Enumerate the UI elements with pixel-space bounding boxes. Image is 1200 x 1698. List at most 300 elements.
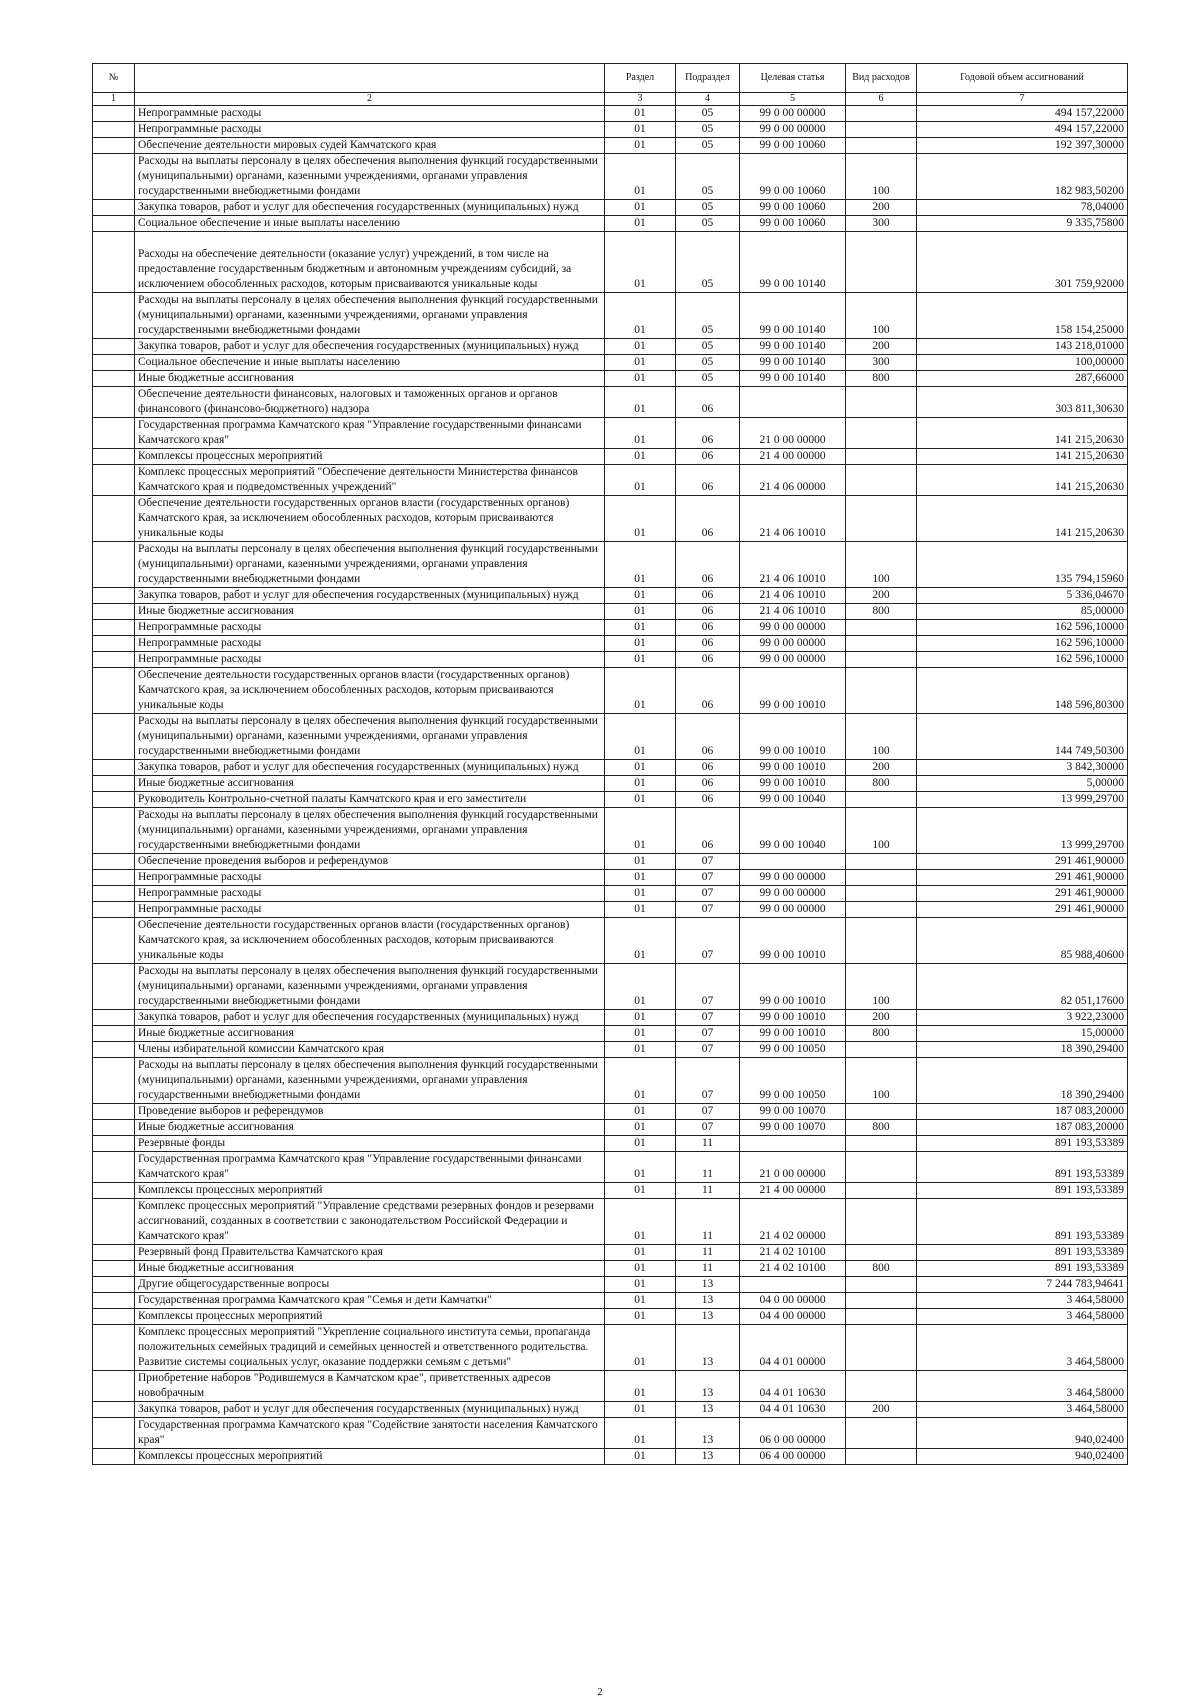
row-amount-cell: 100,00000 — [917, 355, 1128, 371]
row-name-cell: Закупка товаров, работ и услуг для обеспечения государственных (муниципальных) нужд — [135, 760, 605, 776]
row-subsection-cell: 05 — [676, 293, 740, 339]
row-target-item-cell: 21 4 02 10100 — [740, 1245, 846, 1261]
row-name-cell: Государственная программа Камчатского края "Семья и дети Камчатки" — [135, 1293, 605, 1309]
row-subsection-cell: 13 — [676, 1277, 740, 1293]
row-section-cell: 01 — [605, 542, 676, 588]
table-row — [93, 138, 1128, 154]
row-amount-cell: 3 922,23000 — [917, 1010, 1128, 1026]
table-row — [93, 200, 1128, 216]
row-section-cell: 01 — [605, 465, 676, 496]
row-subsection-cell: 06 — [676, 387, 740, 418]
row-amount-cell: 301 759,92000 — [917, 232, 1128, 293]
row-number-cell — [93, 1026, 135, 1042]
row-target-item-cell: 21 4 06 10010 — [740, 588, 846, 604]
row-amount-cell: 291 461,90000 — [917, 886, 1128, 902]
row-section-cell: 01 — [605, 792, 676, 808]
row-subsection-cell: 07 — [676, 854, 740, 870]
row-name-cell: Непрограммные расходы — [135, 106, 605, 122]
row-target-item-cell: 04 4 01 10630 — [740, 1402, 846, 1418]
row-subsection-cell: 07 — [676, 964, 740, 1010]
page-number: 2 — [597, 1687, 603, 1698]
row-subsection-cell: 13 — [676, 1449, 740, 1465]
row-number-cell — [93, 1418, 135, 1449]
row-target-item-cell: 99 0 00 00000 — [740, 620, 846, 636]
row-number-cell — [93, 620, 135, 636]
header-name — [135, 64, 605, 93]
appropriations-table — [92, 63, 1128, 1465]
row-target-item-cell: 99 0 00 00000 — [740, 870, 846, 886]
column-number: 1 — [93, 93, 135, 106]
row-number-cell — [93, 1199, 135, 1245]
row-number-cell — [93, 1371, 135, 1402]
table-row — [93, 387, 1128, 418]
table-row — [93, 620, 1128, 636]
row-amount-cell: 187 083,20000 — [917, 1120, 1128, 1136]
row-number-cell — [93, 1042, 135, 1058]
row-number-cell — [93, 1183, 135, 1199]
row-section-cell: 01 — [605, 1136, 676, 1152]
row-amount-cell: 141 215,20630 — [917, 449, 1128, 465]
row-amount-cell: 3 464,58000 — [917, 1402, 1128, 1418]
row-section-cell: 01 — [605, 902, 676, 918]
table-row — [93, 886, 1128, 902]
row-number-cell — [93, 106, 135, 122]
row-section-cell: 01 — [605, 870, 676, 886]
row-name-cell: Расходы на выплаты персоналу в целях обеспечения выполнения функций государственными (муниципальными) органами, казенными учреждениями, органами управления государственными внебюджетными фондами — [135, 808, 605, 854]
row-target-item-cell: 04 4 01 00000 — [740, 1325, 846, 1371]
row-target-item-cell: 99 0 00 10060 — [740, 154, 846, 200]
row-amount-cell: 141 215,20630 — [917, 418, 1128, 449]
row-amount-cell: 144 749,50300 — [917, 714, 1128, 760]
row-subsection-cell: 11 — [676, 1245, 740, 1261]
row-name-cell: Комплекс процессных мероприятий "Обеспечение деятельности Министерства финансов Камчатского края и подведомственных учреждений" — [135, 465, 605, 496]
row-target-item-cell: 21 4 02 00000 — [740, 1199, 846, 1245]
row-amount-cell: 187 083,20000 — [917, 1104, 1128, 1120]
row-subsection-cell: 13 — [676, 1418, 740, 1449]
row-expense-type-cell: 100 — [846, 542, 917, 588]
row-number-cell — [93, 339, 135, 355]
row-number-cell — [93, 293, 135, 339]
row-amount-cell: 13 999,29700 — [917, 792, 1128, 808]
table-row — [93, 339, 1128, 355]
row-expense-type-cell: 100 — [846, 964, 917, 1010]
row-expense-type-cell: 800 — [846, 776, 917, 792]
row-subsection-cell: 07 — [676, 870, 740, 886]
table-row — [93, 604, 1128, 620]
column-number: 5 — [740, 93, 846, 106]
row-target-item-cell: 06 0 00 00000 — [740, 1418, 846, 1449]
header-annual-amount: Годовой объем ассигнований — [917, 64, 1128, 93]
row-subsection-cell: 07 — [676, 1104, 740, 1120]
row-number-cell — [93, 776, 135, 792]
row-expense-type-cell — [846, 1277, 917, 1293]
row-amount-cell: 287,66000 — [917, 371, 1128, 387]
row-name-cell: Проведение выборов и референдумов — [135, 1104, 605, 1120]
row-name-cell: Иные бюджетные ассигнования — [135, 604, 605, 620]
row-expense-type-cell — [846, 1136, 917, 1152]
row-number-cell — [93, 1277, 135, 1293]
row-name-cell: Комплексы процессных мероприятий — [135, 1309, 605, 1325]
row-target-item-cell: 04 4 00 00000 — [740, 1309, 846, 1325]
row-name-cell: Закупка товаров, работ и услуг для обеспечения государственных (муниципальных) нужд — [135, 588, 605, 604]
row-section-cell: 01 — [605, 293, 676, 339]
row-target-item-cell: 99 0 00 10050 — [740, 1058, 846, 1104]
row-expense-type-cell — [846, 1152, 917, 1183]
row-expense-type-cell: 800 — [846, 1120, 917, 1136]
row-number-cell — [93, 465, 135, 496]
table-row — [93, 355, 1128, 371]
row-name-cell: Непрограммные расходы — [135, 652, 605, 668]
row-section-cell: 01 — [605, 1245, 676, 1261]
row-amount-cell: 891 193,53389 — [917, 1183, 1128, 1199]
row-number-cell — [93, 1402, 135, 1418]
row-name-cell: Социальное обеспечение и иные выплаты населению — [135, 355, 605, 371]
row-subsection-cell: 11 — [676, 1183, 740, 1199]
row-expense-type-cell — [846, 122, 917, 138]
table-row — [93, 1261, 1128, 1277]
column-number-row — [93, 93, 1128, 106]
row-subsection-cell: 11 — [676, 1152, 740, 1183]
row-section-cell: 01 — [605, 1042, 676, 1058]
table-row — [93, 1309, 1128, 1325]
row-amount-cell: 143 218,01000 — [917, 339, 1128, 355]
table-row — [93, 1042, 1128, 1058]
row-number-cell — [93, 449, 135, 465]
row-number-cell — [93, 652, 135, 668]
row-target-item-cell: 99 0 00 00000 — [740, 106, 846, 122]
table-row — [93, 760, 1128, 776]
row-expense-type-cell: 300 — [846, 355, 917, 371]
row-subsection-cell: 06 — [676, 588, 740, 604]
row-name-cell: Иные бюджетные ассигнования — [135, 1261, 605, 1277]
row-section-cell: 01 — [605, 918, 676, 964]
header-expense-type: Вид расходов — [846, 64, 917, 93]
row-amount-cell: 85,00000 — [917, 604, 1128, 620]
row-amount-cell: 78,04000 — [917, 200, 1128, 216]
header-number: № — [93, 64, 135, 93]
row-target-item-cell: 99 0 00 10140 — [740, 293, 846, 339]
table-row — [93, 1418, 1128, 1449]
row-target-item-cell: 99 0 00 10140 — [740, 232, 846, 293]
row-name-cell: Расходы на выплаты персоналу в целях обеспечения выполнения функций государственными (муниципальными) органами, казенными учреждениями, органами управления государственными внебюджетными фондами — [135, 542, 605, 588]
row-section-cell: 01 — [605, 387, 676, 418]
table-row — [93, 449, 1128, 465]
row-expense-type-cell: 200 — [846, 200, 917, 216]
row-number-cell — [93, 1325, 135, 1371]
row-section-cell: 01 — [605, 808, 676, 854]
row-name-cell: Приобретение наборов "Родившемуся в Камчатском крае", приветственных адресов новобрачным — [135, 1371, 605, 1402]
row-name-cell: Комплекс процессных мероприятий "Укрепление социального института семьи, пропаганда положительных семейных традиций и семейных ценностей и ответственного родительства. Развитие системы социальных услуг, оказание поддержки семьям с детьми" — [135, 1325, 605, 1371]
row-subsection-cell: 13 — [676, 1293, 740, 1309]
row-subsection-cell: 06 — [676, 668, 740, 714]
row-name-cell: Непрограммные расходы — [135, 620, 605, 636]
row-expense-type-cell — [846, 1199, 917, 1245]
row-expense-type-cell: 300 — [846, 216, 917, 232]
row-target-item-cell — [740, 1136, 846, 1152]
row-number-cell — [93, 1010, 135, 1026]
table-row — [93, 216, 1128, 232]
row-section-cell: 01 — [605, 964, 676, 1010]
table-row — [93, 1325, 1128, 1371]
row-subsection-cell: 11 — [676, 1261, 740, 1277]
row-section-cell: 01 — [605, 339, 676, 355]
row-subsection-cell: 06 — [676, 496, 740, 542]
row-subsection-cell: 05 — [676, 339, 740, 355]
row-section-cell: 01 — [605, 1325, 676, 1371]
table-row — [93, 668, 1128, 714]
row-name-cell: Государственная программа Камчатского края "Управление государственными финансами Камчатского края" — [135, 418, 605, 449]
row-target-item-cell — [740, 854, 846, 870]
row-amount-cell: 158 154,25000 — [917, 293, 1128, 339]
row-subsection-cell: 06 — [676, 808, 740, 854]
row-amount-cell: 940,02400 — [917, 1449, 1128, 1465]
row-subsection-cell: 05 — [676, 122, 740, 138]
header-section: Раздел — [605, 64, 676, 93]
row-name-cell: Расходы на выплаты персоналу в целях обеспечения выполнения функций государственными (муниципальными) органами, казенными учреждениями, органами управления государственными внебюджетными фондами — [135, 1058, 605, 1104]
row-name-cell: Комплексы процессных мероприятий — [135, 1183, 605, 1199]
row-subsection-cell: 11 — [676, 1199, 740, 1245]
table-row — [93, 1058, 1128, 1104]
row-name-cell: Обеспечение деятельности государственных органов власти (государственных органов) Камчатского края, за исключением обособленных расходов, которым присваиваются уникальные коды — [135, 496, 605, 542]
table-row — [93, 652, 1128, 668]
row-number-cell — [93, 387, 135, 418]
row-expense-type-cell — [846, 138, 917, 154]
row-target-item-cell: 99 0 00 10010 — [740, 918, 846, 964]
row-subsection-cell: 06 — [676, 542, 740, 588]
row-name-cell: Члены избирательной комиссии Камчатского края — [135, 1042, 605, 1058]
row-number-cell — [93, 1058, 135, 1104]
row-name-cell: Расходы на выплаты персоналу в целях обеспечения выполнения функций государственными (муниципальными) органами, казенными учреждениями, органами управления государственными внебюджетными фондами — [135, 964, 605, 1010]
row-amount-cell: 891 193,53389 — [917, 1136, 1128, 1152]
row-number-cell — [93, 1449, 135, 1465]
row-target-item-cell: 99 0 00 00000 — [740, 902, 846, 918]
row-section-cell: 01 — [605, 1277, 676, 1293]
row-amount-cell: 3 842,30000 — [917, 760, 1128, 776]
row-name-cell: Закупка товаров, работ и услуг для обеспечения государственных (муниципальных) нужд — [135, 200, 605, 216]
row-section-cell: 01 — [605, 200, 676, 216]
row-subsection-cell: 06 — [676, 620, 740, 636]
row-expense-type-cell — [846, 1183, 917, 1199]
row-expense-type-cell — [846, 652, 917, 668]
row-section-cell: 01 — [605, 154, 676, 200]
row-amount-cell: 3 464,58000 — [917, 1293, 1128, 1309]
row-subsection-cell: 11 — [676, 1136, 740, 1152]
row-name-cell: Руководитель Контрольно-счетной палаты Камчатского края и его заместители — [135, 792, 605, 808]
row-subsection-cell: 06 — [676, 465, 740, 496]
row-subsection-cell: 05 — [676, 200, 740, 216]
row-target-item-cell: 99 0 00 10040 — [740, 792, 846, 808]
row-amount-cell: 162 596,10000 — [917, 636, 1128, 652]
row-amount-cell: 3 464,58000 — [917, 1325, 1128, 1371]
row-amount-cell: 9 335,75800 — [917, 216, 1128, 232]
row-name-cell: Непрограммные расходы — [135, 122, 605, 138]
row-amount-cell: 5,00000 — [917, 776, 1128, 792]
row-subsection-cell: 05 — [676, 216, 740, 232]
table-row — [93, 1152, 1128, 1183]
row-expense-type-cell — [846, 1104, 917, 1120]
table-row — [93, 1371, 1128, 1402]
row-subsection-cell: 06 — [676, 636, 740, 652]
row-section-cell: 01 — [605, 1309, 676, 1325]
budget-document — [92, 63, 1127, 1465]
row-expense-type-cell — [846, 387, 917, 418]
row-expense-type-cell — [846, 232, 917, 293]
row-target-item-cell: 21 4 06 10010 — [740, 496, 846, 542]
row-number-cell — [93, 232, 135, 293]
row-section-cell: 01 — [605, 714, 676, 760]
row-expense-type-cell: 100 — [846, 714, 917, 760]
row-section-cell: 01 — [605, 1026, 676, 1042]
row-amount-cell: 148 596,80300 — [917, 668, 1128, 714]
row-expense-type-cell: 100 — [846, 154, 917, 200]
row-target-item-cell: 99 0 00 00000 — [740, 886, 846, 902]
table-row — [93, 1104, 1128, 1120]
column-number: 3 — [605, 93, 676, 106]
table-row — [93, 1293, 1128, 1309]
row-name-cell: Непрограммные расходы — [135, 636, 605, 652]
table-row — [93, 542, 1128, 588]
table-row — [93, 776, 1128, 792]
row-section-cell: 01 — [605, 760, 676, 776]
table-row — [93, 1245, 1128, 1261]
row-target-item-cell — [740, 1277, 846, 1293]
table-row — [93, 714, 1128, 760]
row-expense-type-cell — [846, 668, 917, 714]
row-expense-type-cell — [846, 886, 917, 902]
row-target-item-cell: 21 0 00 00000 — [740, 1152, 846, 1183]
row-expense-type-cell — [846, 496, 917, 542]
row-name-cell: Расходы на выплаты персоналу в целях обеспечения выполнения функций государственными (муниципальными) органами, казенными учреждениями, органами управления государственными внебюджетными фондами — [135, 154, 605, 200]
row-target-item-cell: 21 4 00 00000 — [740, 1183, 846, 1199]
row-target-item-cell: 99 0 00 10140 — [740, 371, 846, 387]
row-amount-cell: 494 157,22000 — [917, 122, 1128, 138]
row-name-cell: Комплекс процессных мероприятий "Управление средствами резервных фондов и резервами ассигнований, созданных в соответствии с законодательством Российской Федерации и Камчатского края" — [135, 1199, 605, 1245]
row-expense-type-cell — [846, 854, 917, 870]
row-expense-type-cell: 800 — [846, 1261, 917, 1277]
row-subsection-cell: 06 — [676, 604, 740, 620]
row-number-cell — [93, 1152, 135, 1183]
row-expense-type-cell — [846, 1449, 917, 1465]
row-section-cell: 01 — [605, 636, 676, 652]
row-name-cell: Государственная программа Камчатского края "Управление государственными финансами Камчатского края" — [135, 1152, 605, 1183]
row-subsection-cell: 13 — [676, 1402, 740, 1418]
row-name-cell: Иные бюджетные ассигнования — [135, 371, 605, 387]
header-subsection: Подраздел — [676, 64, 740, 93]
row-section-cell: 01 — [605, 1418, 676, 1449]
row-section-cell: 01 — [605, 886, 676, 902]
row-target-item-cell: 99 0 00 10060 — [740, 216, 846, 232]
row-number-cell — [93, 918, 135, 964]
row-name-cell: Закупка товаров, работ и услуг для обеспечения государственных (муниципальных) нужд — [135, 1402, 605, 1418]
row-number-cell — [93, 200, 135, 216]
row-section-cell: 01 — [605, 496, 676, 542]
row-target-item-cell: 99 0 00 00000 — [740, 652, 846, 668]
row-target-item-cell: 06 4 00 00000 — [740, 1449, 846, 1465]
row-subsection-cell: 07 — [676, 1120, 740, 1136]
row-name-cell: Расходы на выплаты персоналу в целях обеспечения выполнения функций государственными (муниципальными) органами, казенными учреждениями, органами управления государственными внебюджетными фондами — [135, 714, 605, 760]
row-section-cell: 01 — [605, 604, 676, 620]
row-amount-cell: 291 461,90000 — [917, 854, 1128, 870]
row-expense-type-cell — [846, 1245, 917, 1261]
row-number-cell — [93, 216, 135, 232]
row-name-cell: Обеспечение деятельности государственных органов власти (государственных органов) Камчатского края, за исключением обособленных расходов, которым присваиваются уникальные коды — [135, 668, 605, 714]
row-name-cell: Иные бюджетные ассигнования — [135, 1120, 605, 1136]
table-row — [93, 1136, 1128, 1152]
table-header-row — [93, 64, 1128, 93]
row-number-cell — [93, 371, 135, 387]
row-section-cell: 01 — [605, 418, 676, 449]
row-section-cell: 01 — [605, 371, 676, 387]
row-subsection-cell: 06 — [676, 792, 740, 808]
row-number-cell — [93, 1293, 135, 1309]
row-target-item-cell: 04 4 01 10630 — [740, 1371, 846, 1402]
row-section-cell: 01 — [605, 1120, 676, 1136]
row-name-cell: Другие общегосударственные вопросы — [135, 1277, 605, 1293]
row-subsection-cell: 05 — [676, 355, 740, 371]
row-amount-cell: 3 464,58000 — [917, 1371, 1128, 1402]
row-amount-cell: 940,02400 — [917, 1418, 1128, 1449]
row-expense-type-cell — [846, 1325, 917, 1371]
row-expense-type-cell: 200 — [846, 339, 917, 355]
row-name-cell: Иные бюджетные ассигнования — [135, 776, 605, 792]
row-expense-type-cell — [846, 636, 917, 652]
row-number-cell — [93, 1245, 135, 1261]
row-expense-type-cell: 200 — [846, 1010, 917, 1026]
row-number-cell — [93, 714, 135, 760]
row-subsection-cell: 07 — [676, 886, 740, 902]
row-amount-cell: 891 193,53389 — [917, 1261, 1128, 1277]
table-row — [93, 106, 1128, 122]
row-name-cell: Непрограммные расходы — [135, 870, 605, 886]
row-name-cell: Непрограммные расходы — [135, 902, 605, 918]
row-expense-type-cell — [846, 902, 917, 918]
row-subsection-cell: 13 — [676, 1325, 740, 1371]
row-amount-cell: 82 051,17600 — [917, 964, 1128, 1010]
table-row — [93, 1010, 1128, 1026]
row-number-cell — [93, 1309, 135, 1325]
table-row — [93, 1199, 1128, 1245]
row-subsection-cell: 13 — [676, 1371, 740, 1402]
row-section-cell: 01 — [605, 1010, 676, 1026]
row-expense-type-cell — [846, 1042, 917, 1058]
row-expense-type-cell — [846, 620, 917, 636]
row-name-cell: Резервный фонд Правительства Камчатского края — [135, 1245, 605, 1261]
row-target-item-cell: 21 0 00 00000 — [740, 418, 846, 449]
row-amount-cell: 7 244 783,94641 — [917, 1277, 1128, 1293]
row-section-cell: 01 — [605, 449, 676, 465]
row-number-cell — [93, 542, 135, 588]
row-subsection-cell: 06 — [676, 652, 740, 668]
row-name-cell: Закупка товаров, работ и услуг для обеспечения государственных (муниципальных) нужд — [135, 339, 605, 355]
row-section-cell: 01 — [605, 652, 676, 668]
table-row — [93, 1120, 1128, 1136]
row-subsection-cell: 05 — [676, 371, 740, 387]
table-row — [93, 1026, 1128, 1042]
row-name-cell: Социальное обеспечение и иные выплаты населению — [135, 216, 605, 232]
row-name-cell: Обеспечение проведения выборов и референдумов — [135, 854, 605, 870]
row-target-item-cell: 21 4 06 00000 — [740, 465, 846, 496]
row-amount-cell: 494 157,22000 — [917, 106, 1128, 122]
row-number-cell — [93, 154, 135, 200]
row-subsection-cell: 06 — [676, 760, 740, 776]
row-subsection-cell: 05 — [676, 232, 740, 293]
row-target-item-cell: 99 0 00 10070 — [740, 1120, 846, 1136]
row-section-cell: 01 — [605, 138, 676, 154]
table-row — [93, 122, 1128, 138]
row-subsection-cell: 07 — [676, 1042, 740, 1058]
table-row — [93, 418, 1128, 449]
row-target-item-cell: 99 0 00 10010 — [740, 714, 846, 760]
